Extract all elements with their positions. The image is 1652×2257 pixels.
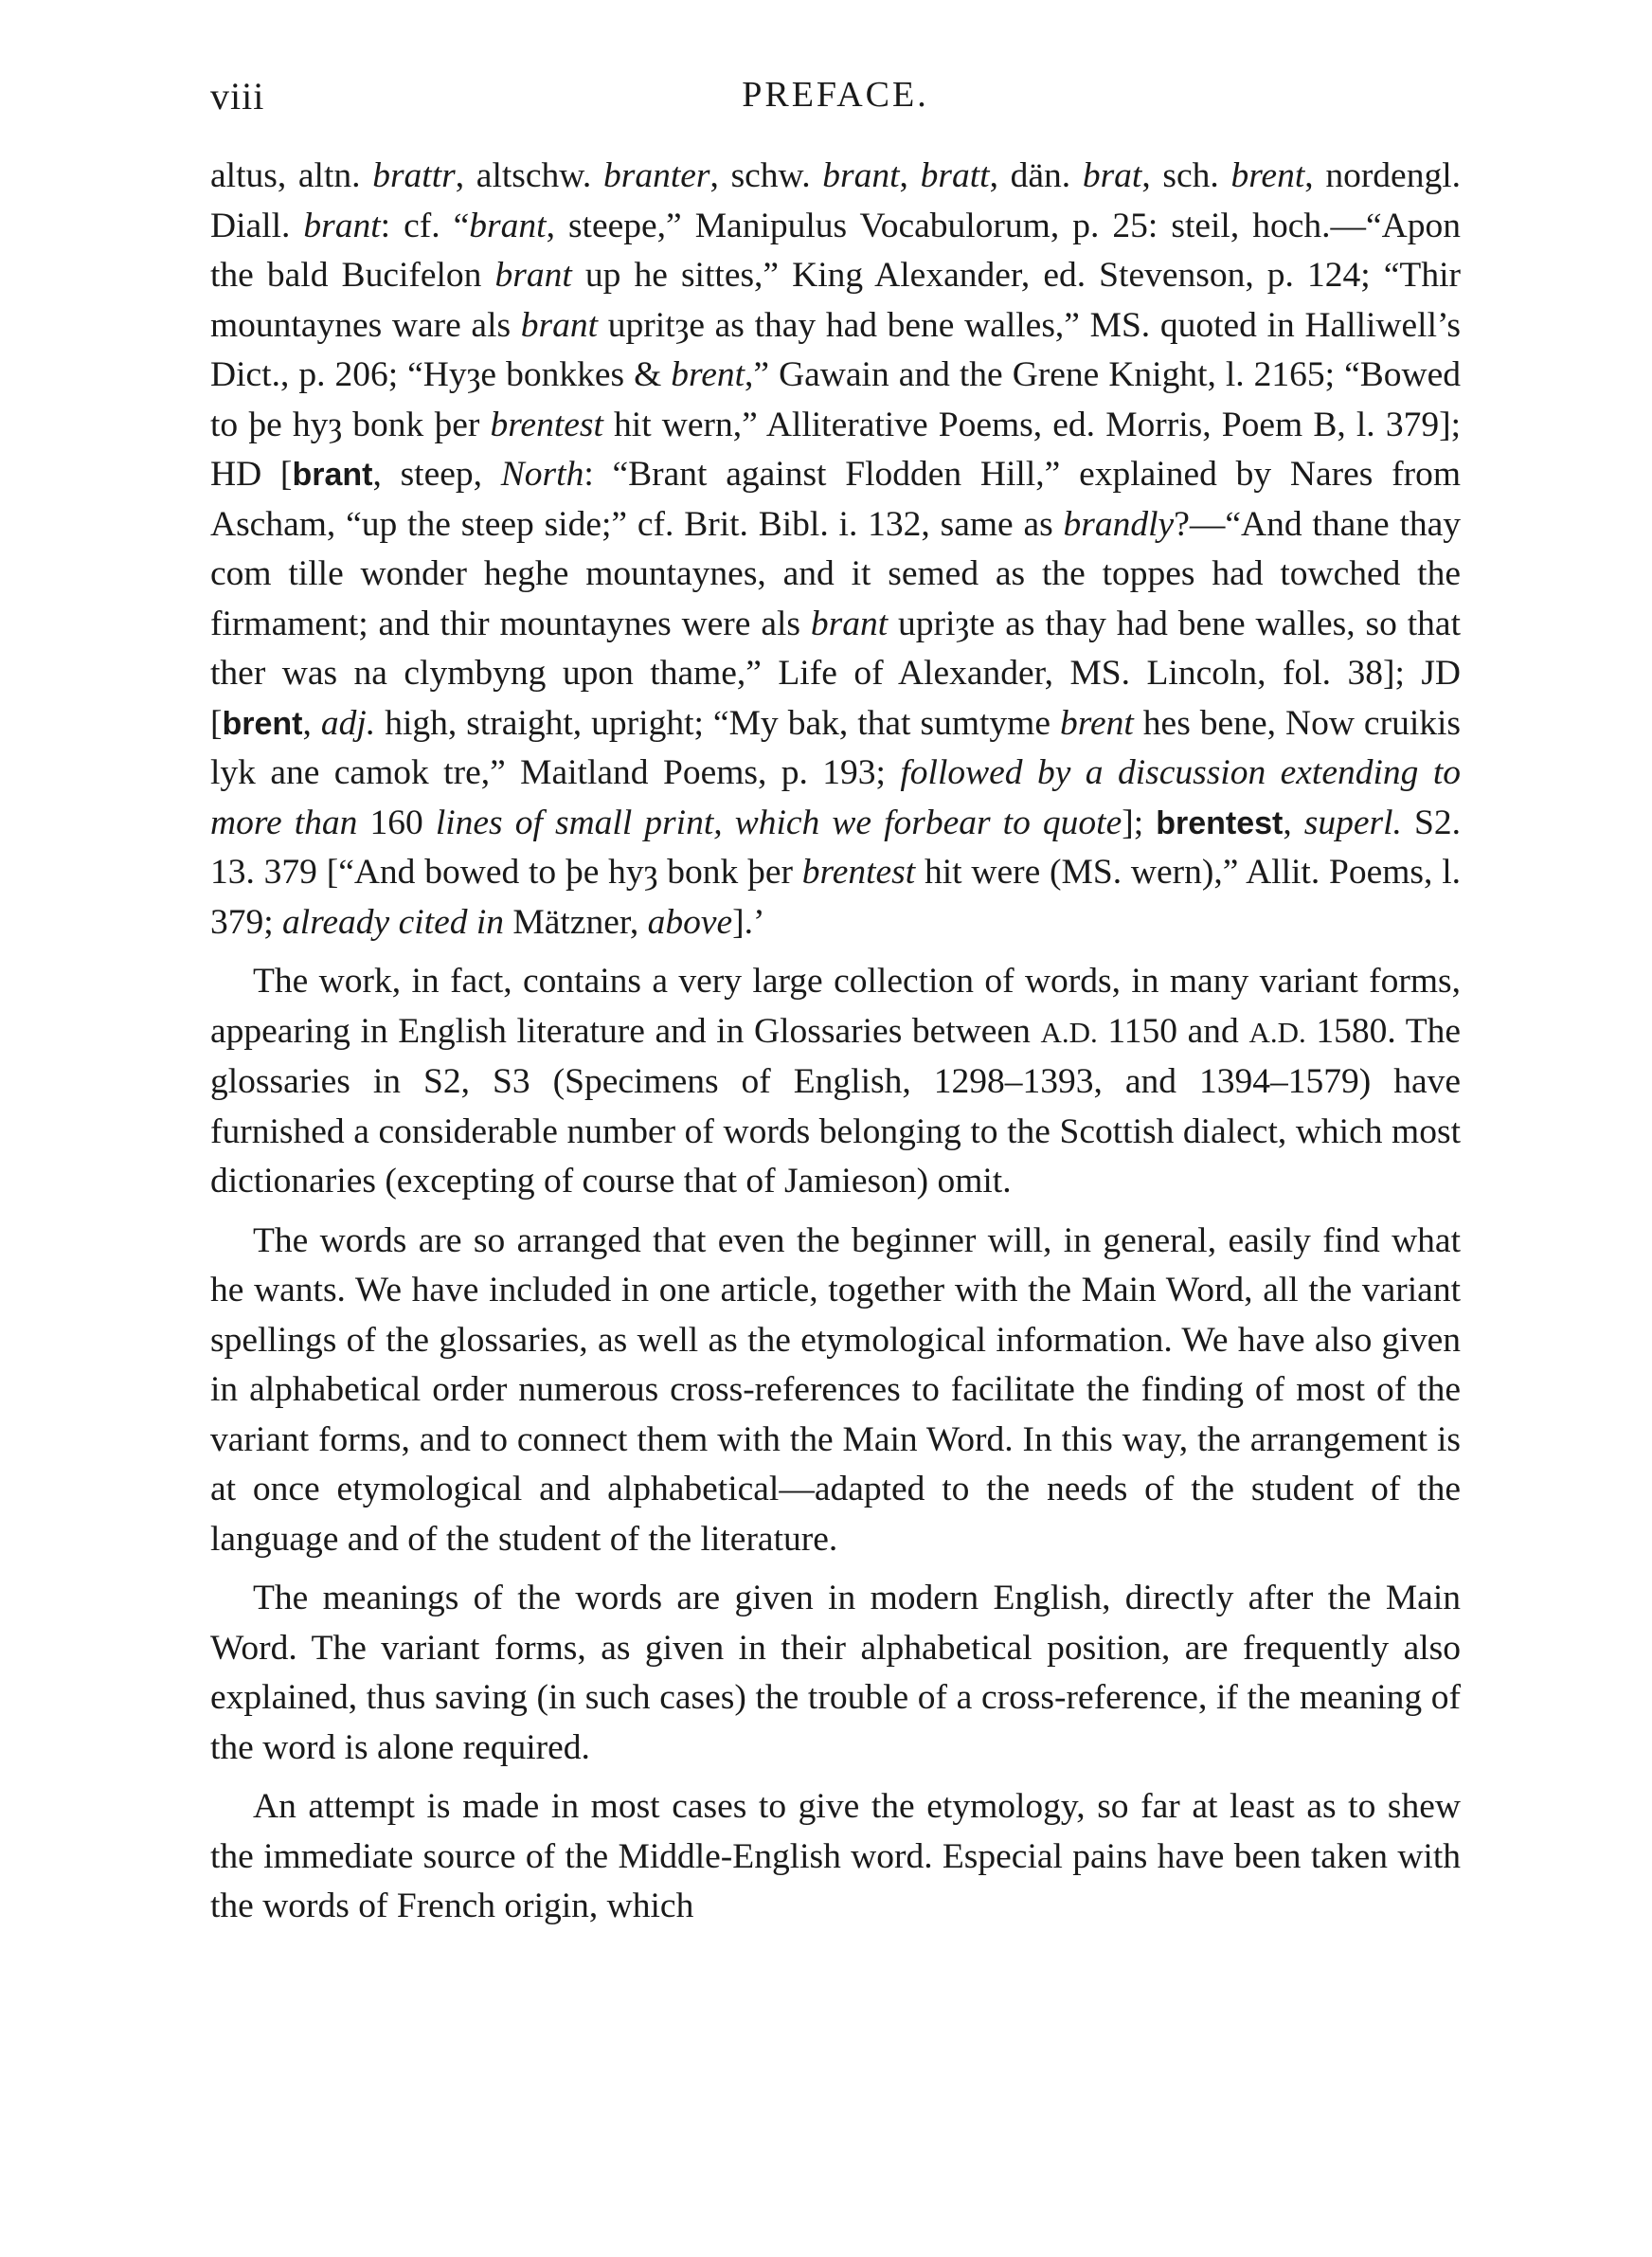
text-run: : cf. “ bbox=[380, 206, 470, 245]
running-head bbox=[210, 74, 1461, 121]
text-run: ]; bbox=[1122, 803, 1157, 842]
editorial-note: already cited in bbox=[282, 902, 505, 942]
italic-word: branter bbox=[603, 156, 710, 195]
era-abbreviation: A.D. bbox=[1248, 1015, 1306, 1049]
text-run: ?—“And thane thay com tille wonder heghe mountaynes, and it semed as the toppes had towched the firmament; and thir mountaynes were als bbox=[210, 504, 1462, 643]
text-run: high, straight, upright; “My bak, that sumtyme bbox=[375, 703, 1061, 743]
text-run: 1580. The glossaries in S2, S3 (Specimens of English, 1298–1393, and 1394–1579) have furnished a considerable number of words belonging to the Scottish dialect, which most dictionaries (excepting of course that of Jamieson) omit. bbox=[210, 1011, 1462, 1201]
italic-word: brant bbox=[822, 156, 900, 195]
italic-word: brant bbox=[520, 305, 599, 345]
text-run: : “Brant against Flodden Hill,” explained by Nares from Ascham, “up the steep side;” cf. Brit. Bibl. i. 132, same as bbox=[210, 455, 1461, 544]
italic-word: brent bbox=[671, 355, 745, 394]
italic-word: brattr bbox=[372, 156, 456, 195]
italic-word: brentest bbox=[801, 853, 916, 892]
body-text bbox=[210, 152, 1461, 1932]
italic-word: brat bbox=[1082, 156, 1142, 195]
text-run: , dän. bbox=[989, 156, 1083, 195]
italic-word: brant bbox=[303, 206, 381, 245]
text-run: ,” Gawain and the Grene Knight, l. 2165; “Bowed to þe hyȝ bonk þer bbox=[210, 355, 1461, 444]
editorial-note: followed by a discussion extending to more than bbox=[210, 753, 1461, 842]
italic-word: brentest bbox=[490, 405, 603, 444]
text-run: , schw. bbox=[709, 156, 823, 195]
paragraph-etymology: An attempt is made in most cases to give the etymology, so far at least as to shew the immediate source of the Middle-English word. Especial pains have been taken with the words of French origin, which bbox=[210, 1787, 1461, 1925]
italic-word: adj. bbox=[320, 703, 376, 743]
italic-word: brant bbox=[469, 206, 547, 245]
text-run: , bbox=[302, 703, 321, 743]
text-run: , bbox=[899, 156, 921, 195]
paragraph-meanings: The meanings of the words are given in modern English, directly after the Main Word. The variant forms, as given in their alphabetical position, are frequently also explained, thus saving (in such cases) the trouble of a cross-reference, if the meaning of the word is alone required. bbox=[210, 1579, 1461, 1767]
quoted-entry-paragraph bbox=[210, 152, 1461, 948]
headword: brent bbox=[222, 705, 303, 742]
text-run: , altschw. bbox=[455, 156, 603, 195]
text-run: S2. 13. 379 [“And bowed to þe hyȝ bonk þer bbox=[210, 803, 1461, 892]
text-run: 1150 and bbox=[1097, 1011, 1249, 1051]
italic-word: brandly bbox=[1063, 504, 1175, 544]
text-run: Mätzner, bbox=[504, 902, 648, 942]
text-run: , steepe,” Manipulus Vocabulorum, p. 25: steil, hoch.—“Apon the bald Bucifelon bbox=[210, 206, 1461, 295]
italic-word: brant bbox=[810, 604, 889, 643]
running-title: PREFACE. bbox=[742, 75, 929, 115]
text-run: , sch. bbox=[1141, 156, 1231, 195]
text-run: altus, altn. bbox=[210, 156, 373, 195]
text-run: hit were (MS. wern),” Allit. Poems, l. 379; bbox=[210, 853, 1461, 942]
headword: brentest bbox=[1156, 804, 1284, 841]
text-run: hes bene, Now cruikis lyk ane camok tre,” Maitland Poems, p. 193; bbox=[210, 703, 1461, 792]
paragraph-collection bbox=[210, 957, 1461, 1207]
text-run: , steep, bbox=[372, 455, 501, 494]
paragraph-arrangement: The words are so arranged that even the beginner will, in general, easily find what he wants. We have included in one article, together with the Main Word, all the variant spellings of the glossaries, as well as the etymological information. We have also given in alphabetical order numerous cross-references to facilitate the finding of most of the variant forms, and to connect them with the Main Word. In this way, the arrangement is at once etymological and alphabetical—adapted to the needs of the student of the language and of the student of the literature. bbox=[210, 1220, 1461, 1559]
era-abbreviation: A.D. bbox=[1040, 1015, 1098, 1049]
text-run: , bbox=[1283, 803, 1304, 842]
italic-word: North bbox=[500, 455, 584, 494]
text-run: ].’ bbox=[732, 902, 765, 942]
italic-word: superl. bbox=[1303, 803, 1402, 842]
text-run: upritȝe as thay had bene walles,” MS. quoted in Halliwell’s Dict., p. 206; “Hyȝe bonkkes & bbox=[210, 305, 1461, 394]
text-run: The work, in fact, contains a very large collection of words, in many variant forms, appearing in English literature and in Glossaries between bbox=[210, 962, 1461, 1051]
headword: brant bbox=[292, 457, 373, 493]
text-run: upriȝte as thay had bene walles, so that ther was na clymbyng upon thame,” Life of Alexander, MS. Lincoln, fol. 38]; JD [ bbox=[210, 604, 1461, 743]
text-run: up he sittes,” King Alexander, ed. Stevenson, p. 124; “Thir mountaynes ware als bbox=[210, 256, 1461, 345]
editorial-note: lines of small print, which we forbear to quote bbox=[422, 803, 1122, 842]
italic-word: brant bbox=[494, 256, 572, 295]
italic-word: brent bbox=[1060, 703, 1134, 743]
editorial-note: above bbox=[647, 902, 733, 942]
italic-word: bratt bbox=[920, 156, 990, 195]
text-run: 160 bbox=[369, 803, 423, 842]
text-run: , nordengl. Diall. bbox=[210, 156, 1461, 245]
text-run: hit wern,” Alliterative Poems, ed. Morris, Poem B, l. 379]; HD [ bbox=[210, 405, 1461, 494]
italic-word: brent bbox=[1230, 156, 1305, 195]
page-number: viii bbox=[210, 75, 265, 117]
